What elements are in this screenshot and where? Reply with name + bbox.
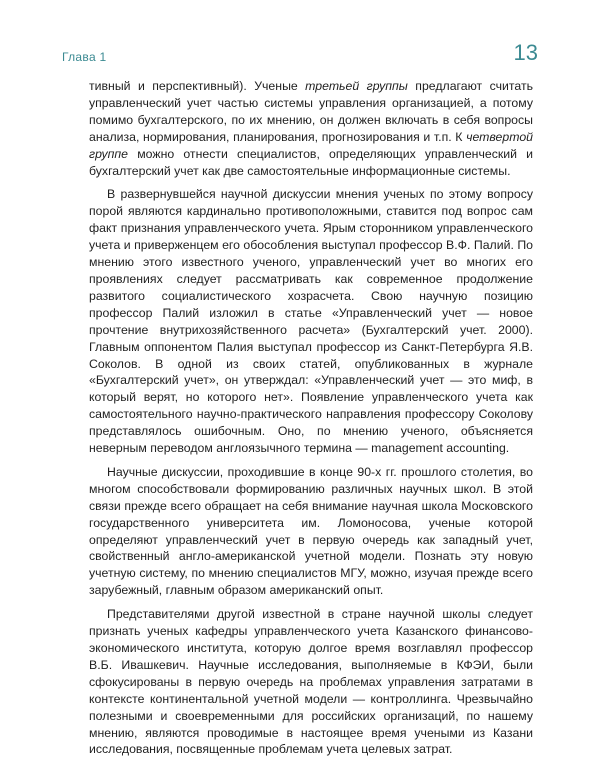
italic-phrase: четвертой группе (89, 129, 533, 161)
text-run: Представителями другой известной в стране научной школы следует признать ученых кафедры управленческого учета Казанского финансово-экономического института, которую долгое время возглавлял профессор В.Б. Ивашкевич. Научные исследования, выполняемые в КФЭИ, были сфокусированы в первую очередь на проблемах управления затратами в контексте континентальной учетной модели — контроллинга. Чрезвычайно полезными и своевременными для российских организаций, по нашему мнению, являются проводимые в настоящее время учеными из Казани исследования, посвященные проблемам учета целевых затрат. (89, 607, 533, 757)
text-run: В развернувшейся научной дискуссии мнения ученых по этому вопросу порой являются кардинально противоположными, ставится под вопрос сам факт признания управленческого учета. Ярым сторонником управленческого учета и приверженцем его обособления выступал профессор В.Ф. Палий. По мнению этого известного ученого, управленческий учет во многих его проявлениях следует рассматривать как современное продолжение развитого социалистического хозрасчета. Свою научную позицию профессор Палий изложил в статье «Управленческий учет — новое прочтение внутрихозяйственного расчета» (Бухгалтерский учет. 2000). Главным оппонентом Палия выступал профессор из Санкт-Петербурга Я.В. Соколов. В одной из своих статей, опубликованных в журнале «Бухгалтерский учет», он утверждал: «Управленческий учет — это миф, в который верят, но которого нет». Появление управленческого учета как самостоятельного научно-практического направления профессору Соколову представлялось ошибочным. Оно, по мнению ученого, объясняется неверным переводом англоязычного термина — management accounting. (89, 187, 533, 456)
paragraph-2 (89, 186, 533, 457)
paragraph-4 (89, 606, 533, 758)
text-run: тивный и перспективный). Ученые (89, 79, 306, 93)
text-run: Научные дискуссии, проходившие в конце 90-х гг. прошлого столетия, во многом способствовали формированию различных научных школ. В этой связи прежде всего обращает на себя внимание научная школа Московского государственного университета им. Ломоносова, ученые которой определяют управленческий учет в первую очередь как западный учет, свойственный англо-американской учетной модели. Познать эту новую учетную систему, по мнению специалистов МГУ, можно, изучая прежде всего зарубежный, главным образом американский опыт. (89, 464, 533, 598)
chapter-title: Глава 1 (62, 50, 107, 64)
paragraph-3 (89, 464, 533, 599)
running-header (62, 40, 538, 74)
body-text (89, 78, 533, 765)
text-run: можно отнести специалистов, определяющих управленческий и бухгалтерский учет как две самостоятельные информационные системы. (89, 146, 533, 178)
text-run: предлагают считать управленческий учет частью системы управления организацией, а потому помимо бухгалтерского, по их мнению, он должен включать в себя вопросы анализа, нормирования, планирования, прогнозирования и т.п. К (89, 79, 533, 144)
page-number: 13 (513, 40, 538, 65)
paragraph-1 (89, 78, 533, 179)
italic-phrase: третьей группы (305, 79, 408, 93)
